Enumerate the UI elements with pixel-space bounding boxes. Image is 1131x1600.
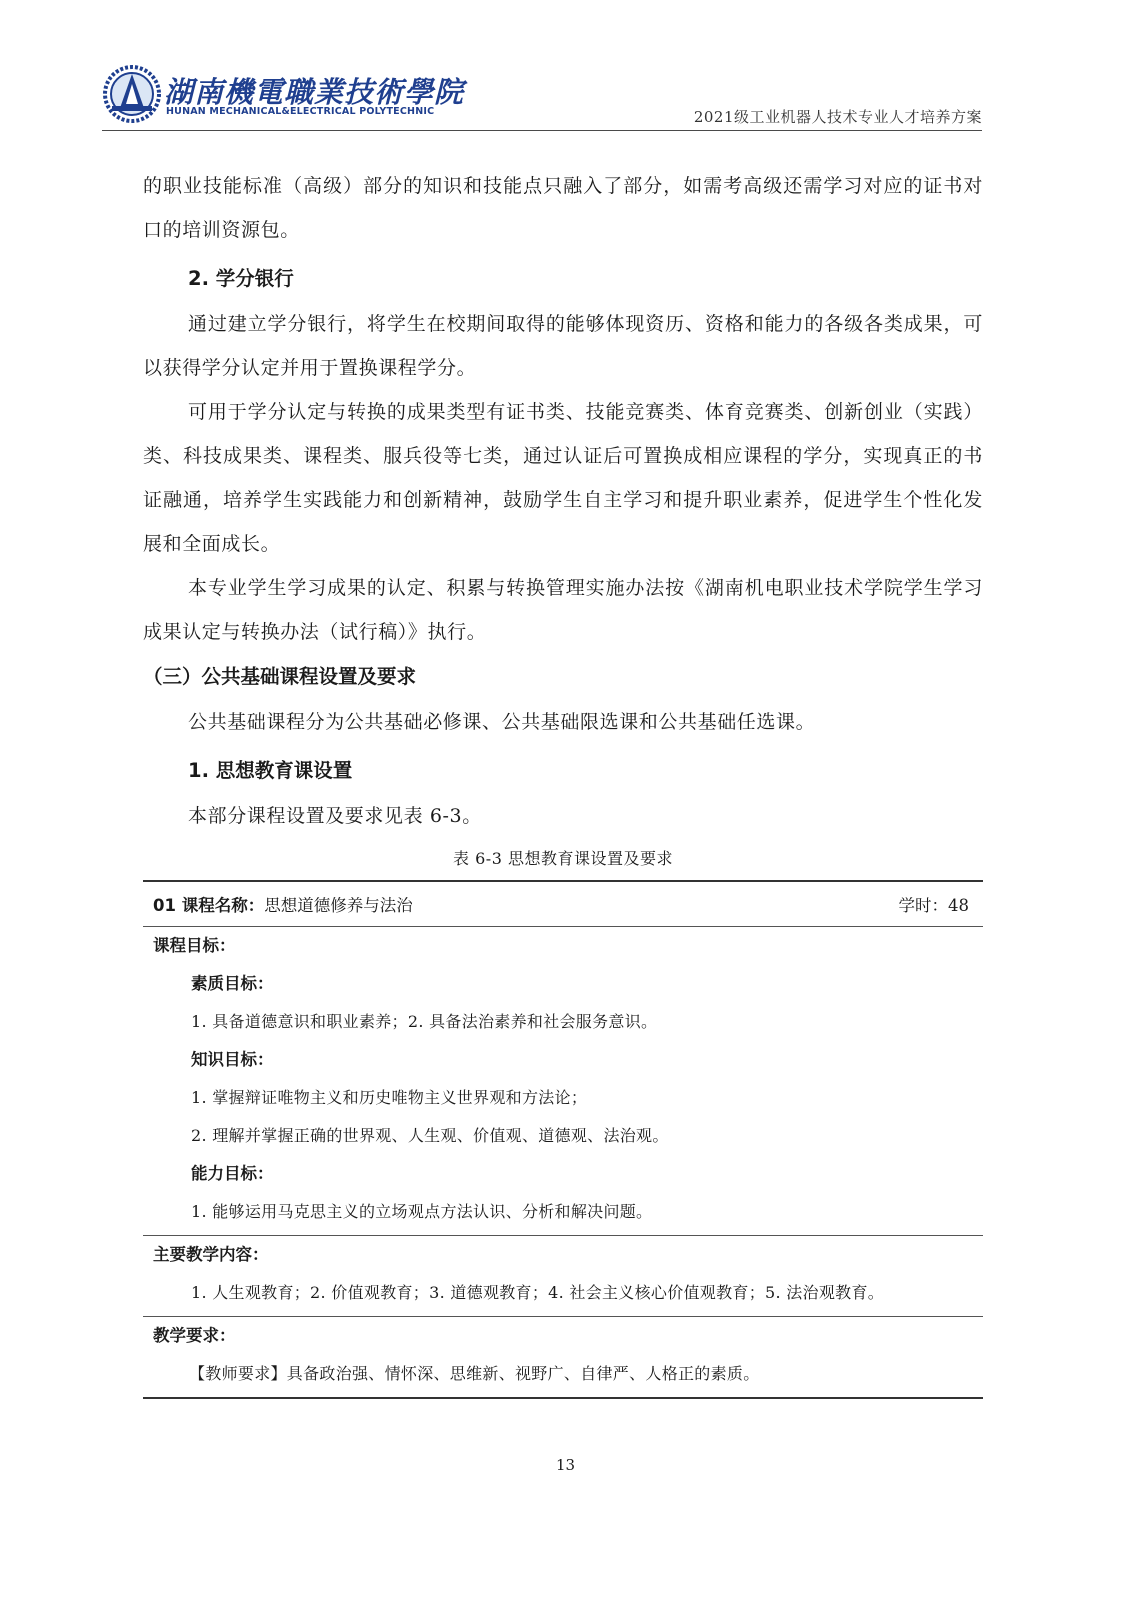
knowledge-goals-label: 知识目标：	[191, 1050, 274, 1069]
quality-goals-label: 素质目标：	[191, 974, 274, 993]
table-row-course-name	[143, 882, 983, 927]
header-divider	[102, 130, 982, 131]
college-emblem-icon	[102, 64, 162, 124]
table-caption: 表 6-3 思想教育课设置及要求	[453, 849, 673, 868]
table-row-main-content	[143, 1236, 983, 1317]
paragraph-credit-bank-3: 本专业学生学习成果的认定、积累与转换管理实施办法按《湖南机电职业技术学院学生学习成果认定与转换办法（试行稿）》执行。	[143, 577, 983, 643]
page-body	[143, 164, 983, 1399]
page-header	[102, 60, 982, 130]
heading-credit-bank: 2. 学分银行	[188, 267, 294, 290]
teaching-requirements-label: 教学要求：	[153, 1326, 236, 1345]
knowledge-goals-item-2: 2. 理解并掌握正确的世界观、人生观、价值观、道德观、法治观。	[191, 1126, 669, 1145]
course-name-label: 01 课程名称：	[153, 896, 265, 915]
paragraph-continued: 的职业技能标准（高级）部分的知识和技能点只融入了部分，如需考高级还需学习对应的证书对口的培训资源包。	[143, 175, 983, 241]
logo-english-name: HUNAN MECHANICAL&ELECTRICAL POLYTECHNIC	[166, 106, 435, 117]
ability-goals-label: 能力目标：	[191, 1164, 274, 1183]
course-name-value: 思想道德修养与法治	[264, 896, 413, 915]
table-row-course-goals	[143, 927, 983, 1236]
quality-goals-item: 1. 具备道德意识和职业素养；2. 具备法治素养和社会服务意识。	[191, 1012, 658, 1031]
ability-goals-item: 1. 能够运用马克思主义的立场观点方法认识、分析和解决问题。	[191, 1202, 653, 1221]
paragraph-credit-bank-2: 可用于学分认定与转换的成果类型有证书类、技能竞赛类、体育竞赛类、创新创业（实践）类、科技成果类、课程类、服兵役等七类，通过认证后可置换成相应课程的学分，实现真正的书证融通，培养学生实践能力和创新精神，鼓励学生自主学习和提升职业素养，促进学生个性化发展和全面成长。	[143, 401, 983, 555]
main-content-label: 主要教学内容：	[153, 1245, 269, 1264]
paragraph-ideology-course: 本部分课程设置及要求见表 6-3。	[188, 805, 482, 827]
logo-chinese-name: 湖南機電職業技術學院	[164, 75, 465, 109]
goals-label: 课程目标：	[153, 936, 236, 955]
course-table	[143, 880, 983, 1399]
knowledge-goals-item-1: 1. 掌握辩证唯物主义和历史唯物主义世界观和方法论；	[191, 1088, 588, 1107]
page-number: 13	[555, 1456, 576, 1474]
teacher-requirements-item: 【教师要求】具备政治强、情怀深、思维新、视野广、自律严、人格正的素质。	[189, 1364, 760, 1383]
heading-ideology-course: 1. 思想教育课设置	[188, 759, 353, 782]
main-content-item: 1. 人生观教育；2. 价值观教育；3. 道德观教育；4. 社会主义核心价值观教育；5. 法治观教育。	[191, 1283, 885, 1302]
document-title: 2021级工业机器人技术专业人才培养方案	[693, 108, 982, 126]
table-row-teaching-requirements	[143, 1317, 983, 1397]
paragraph-credit-bank-1: 通过建立学分银行，将学生在校期间取得的能够体现资历、资格和能力的各级各类成果，可以获得学分认定并用于置换课程学分。	[143, 313, 983, 379]
course-hours: 学时：48	[898, 896, 969, 915]
paragraph-public-courses: 公共基础课程分为公共基础必修课、公共基础限选课和公共基础任选课。	[188, 711, 816, 733]
heading-public-courses: （三）公共基础课程设置及要求	[143, 665, 417, 688]
